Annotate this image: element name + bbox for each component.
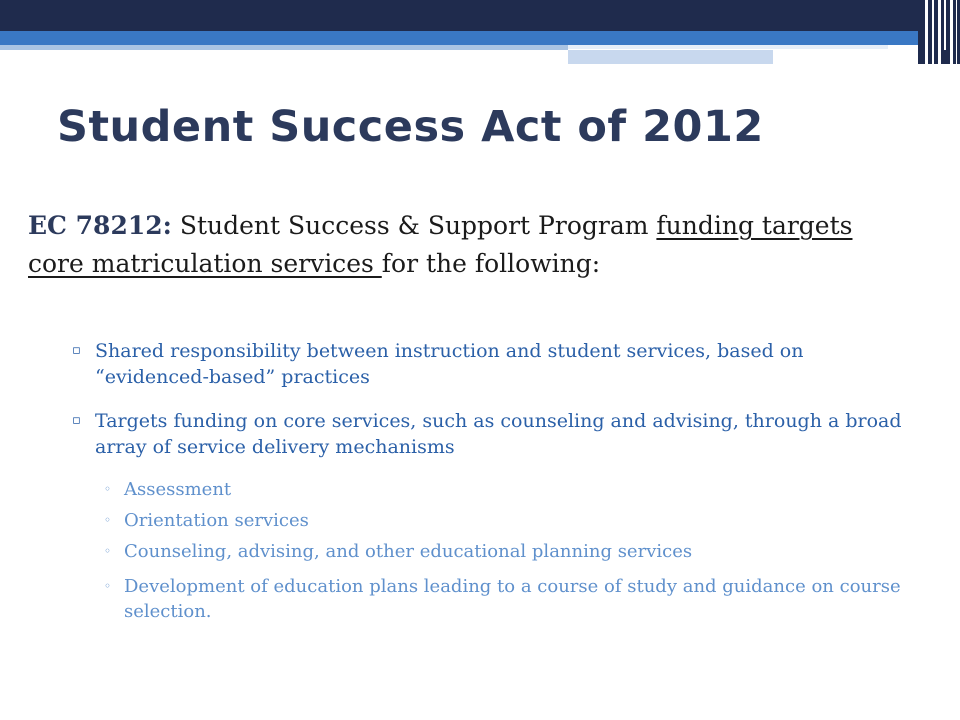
sub-bullet-text: Orientation services — [124, 510, 309, 531]
header-thin-bar — [568, 45, 888, 49]
lead-paragraph — [28, 207, 908, 283]
lead-underlined-text: funding targets core matriculation services — [28, 211, 853, 278]
header-stripe — [944, 0, 946, 50]
header-navy-bar — [0, 0, 918, 31]
sub-bullet-text: Assessment — [124, 479, 232, 500]
sub-bullet-item — [104, 539, 904, 564]
circle-bullet-icon: ◦ — [104, 544, 112, 558]
sub-bullet-item — [104, 477, 904, 502]
lead-text-2: for the following: — [381, 249, 601, 278]
header-stripe — [956, 0, 957, 64]
sub-bullet-item — [104, 574, 904, 624]
header-stripe — [925, 0, 928, 64]
circle-bullet-icon: ◦ — [104, 513, 112, 527]
lead-text-1: Student Success & Support Program — [171, 211, 657, 240]
bullet-item — [72, 408, 902, 460]
header-blue-bar — [0, 31, 918, 45]
sub-bullet-text: Development of education plans leading to a course of study and guidance on course selection. — [124, 576, 901, 622]
header-stripe — [932, 0, 934, 64]
header-light-bar-2 — [568, 50, 773, 64]
bullet-item — [72, 338, 902, 390]
bullet-text: Shared responsibility between instruction and student services, based on “evidenced-based” practices — [95, 340, 804, 388]
square-bullet-icon: ▫ — [72, 343, 81, 358]
square-bullet-icon: ▫ — [72, 413, 81, 428]
sub-bullet-text: Counseling, advising, and other educational planning services — [124, 541, 693, 562]
header-stripe — [950, 0, 953, 64]
slide-title: Student Success Act of 2012 — [57, 102, 764, 152]
circle-bullet-icon: ◦ — [104, 482, 112, 496]
ec-code: EC 78212: — [28, 211, 172, 240]
circle-bullet-icon: ◦ — [104, 579, 112, 593]
header-light-bar — [0, 45, 568, 50]
header-stripe — [938, 0, 941, 64]
bullet-text: Targets funding on core services, such as counseling and advising, through a broad array of service delivery mechanisms — [95, 410, 902, 458]
sub-bullet-item — [104, 508, 904, 533]
